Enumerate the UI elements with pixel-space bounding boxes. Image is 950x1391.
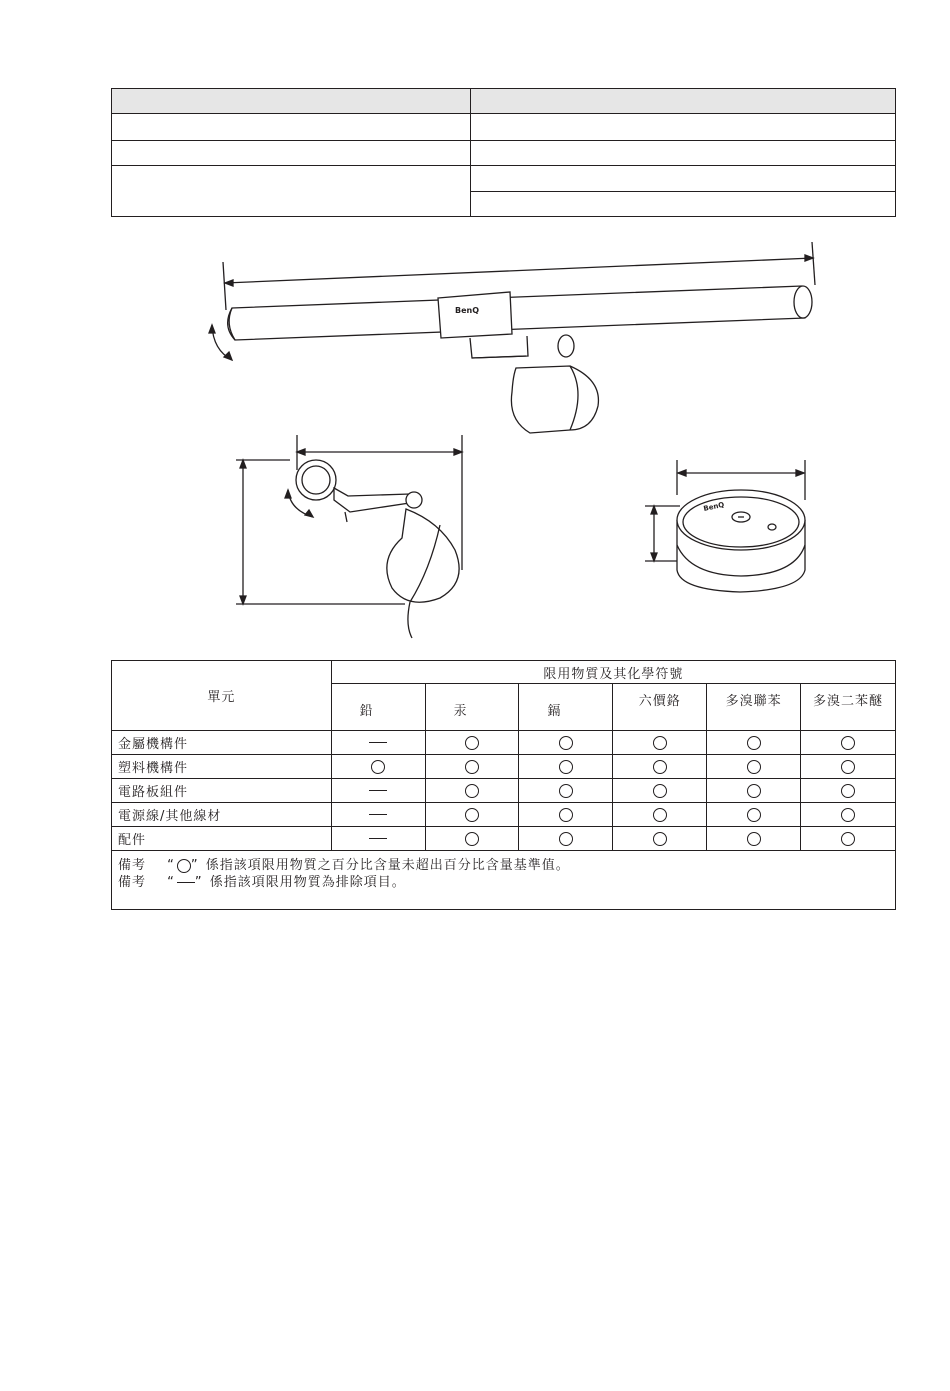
note-label: 備考 (118, 858, 147, 873)
dash-mark-icon (369, 838, 387, 839)
substance-mark-cell (519, 827, 613, 851)
substance-group-header: 限用物質及其化學符號 (331, 661, 895, 684)
table-row (112, 803, 896, 827)
table-row (112, 827, 896, 851)
substance-header (425, 684, 519, 731)
substance-header-label: 多溴二苯醚 (813, 694, 884, 709)
substance-mark-cell (519, 755, 613, 779)
substance-header (519, 684, 613, 731)
circle-mark-icon (371, 760, 385, 774)
circle-mark-icon (747, 808, 761, 822)
circle-mark-icon (747, 760, 761, 774)
dash-mark-icon (369, 790, 387, 791)
substance-mark-cell (707, 755, 801, 779)
note-quote-close: ” (190, 858, 199, 873)
circle-mark-icon (653, 736, 667, 750)
dash-symbol-icon (177, 882, 195, 883)
substance-mark-cell (331, 779, 425, 803)
notes-cell (112, 851, 896, 910)
circle-mark-icon (747, 736, 761, 750)
circle-mark-icon (559, 736, 573, 750)
substance-header-label: 鉛 (359, 703, 374, 719)
remote-brand-label: BenQ (702, 500, 725, 513)
note-text: 係指該項限用物質為排除項目。 (209, 875, 406, 890)
substance-mark-cell (707, 779, 801, 803)
substance-header-label: 六價鉻 (638, 694, 681, 709)
substance-mark-cell (613, 827, 707, 851)
note-text: 係指該項限用物質之百分比含量未超出百分比含量基準值。 (205, 858, 570, 873)
circle-mark-icon (653, 760, 667, 774)
circle-symbol-icon (177, 859, 191, 873)
spec-table-divider (470, 89, 471, 216)
spec-table-row-line (470, 191, 895, 192)
table-row (112, 779, 896, 803)
substance-mark-cell (425, 827, 519, 851)
substance-mark-cell (519, 731, 613, 755)
substance-mark-cell (707, 827, 801, 851)
circle-mark-icon (465, 736, 479, 750)
substance-mark-cell (331, 731, 425, 755)
circle-mark-icon (559, 760, 573, 774)
lightbar-drawing (209, 286, 812, 433)
note-line (118, 857, 889, 874)
substance-mark-cell (707, 803, 801, 827)
substance-mark-cell (613, 779, 707, 803)
circle-mark-icon (465, 808, 479, 822)
substance-mark-cell (425, 755, 519, 779)
substance-mark-cell (331, 755, 425, 779)
component-name: 電路板組件 (112, 779, 332, 803)
substance-mark-cell (519, 779, 613, 803)
circle-mark-icon (559, 832, 573, 846)
circle-mark-icon (653, 832, 667, 846)
unit-header: 單元 (112, 661, 332, 731)
note-quote-open: “ (167, 858, 175, 873)
circle-mark-icon (653, 808, 667, 822)
circle-mark-icon (841, 832, 855, 846)
circle-mark-icon (841, 736, 855, 750)
rohs-rows (112, 731, 896, 851)
note-quote-open: “ (167, 875, 175, 890)
substance-mark-cell (801, 731, 896, 755)
substance-header-label: 多溴聯苯 (725, 694, 782, 709)
spec-table-header (112, 89, 895, 114)
circle-mark-icon (653, 784, 667, 798)
component-name: 電源線/其他線材 (112, 803, 332, 827)
circle-mark-icon (465, 760, 479, 774)
substance-header (613, 684, 707, 731)
circle-mark-icon (559, 808, 573, 822)
side-view-drawing (236, 435, 462, 638)
circle-mark-icon (841, 808, 855, 822)
substance-header (707, 684, 801, 731)
substance-mark-cell (801, 803, 896, 827)
substance-header-label: 鎘 (547, 703, 562, 719)
circle-mark-icon (465, 784, 479, 798)
circle-mark-icon (559, 784, 573, 798)
substance-mark-cell (613, 803, 707, 827)
substance-mark-cell (425, 803, 519, 827)
product-illustrations (0, 230, 950, 650)
substance-mark-cell (519, 803, 613, 827)
substance-mark-cell (707, 731, 801, 755)
circle-mark-icon (841, 784, 855, 798)
note-label: 備考 (118, 875, 147, 890)
table-row (112, 731, 896, 755)
table-row (112, 755, 896, 779)
spec-table-row-line (112, 165, 895, 166)
dash-mark-icon (369, 742, 387, 743)
substance-mark-cell (801, 779, 896, 803)
rohs-table (111, 660, 896, 910)
substance-mark-cell (613, 731, 707, 755)
substance-mark-cell (331, 827, 425, 851)
circle-mark-icon (465, 832, 479, 846)
substance-mark-cell (331, 803, 425, 827)
circle-mark-icon (841, 760, 855, 774)
substance-header-label: 汞 (453, 703, 468, 719)
note-line (118, 874, 889, 891)
circle-mark-icon (747, 832, 761, 846)
substance-mark-cell (613, 755, 707, 779)
component-name: 金屬機構件 (112, 731, 332, 755)
spec-table (111, 88, 896, 217)
substance-mark-cell (801, 827, 896, 851)
spec-table-row-line (112, 140, 895, 141)
brand-label: BenQ (455, 306, 480, 315)
note-quote-close: ” (194, 875, 203, 890)
substance-mark-cell (425, 731, 519, 755)
remote-drawing (645, 460, 805, 592)
substance-mark-cell (425, 779, 519, 803)
circle-mark-icon (747, 784, 761, 798)
dash-mark-icon (369, 814, 387, 815)
component-name: 配件 (112, 827, 332, 851)
component-name: 塑料機構件 (112, 755, 332, 779)
substance-header (331, 684, 425, 731)
substance-header (801, 684, 896, 731)
substance-mark-cell (801, 755, 896, 779)
